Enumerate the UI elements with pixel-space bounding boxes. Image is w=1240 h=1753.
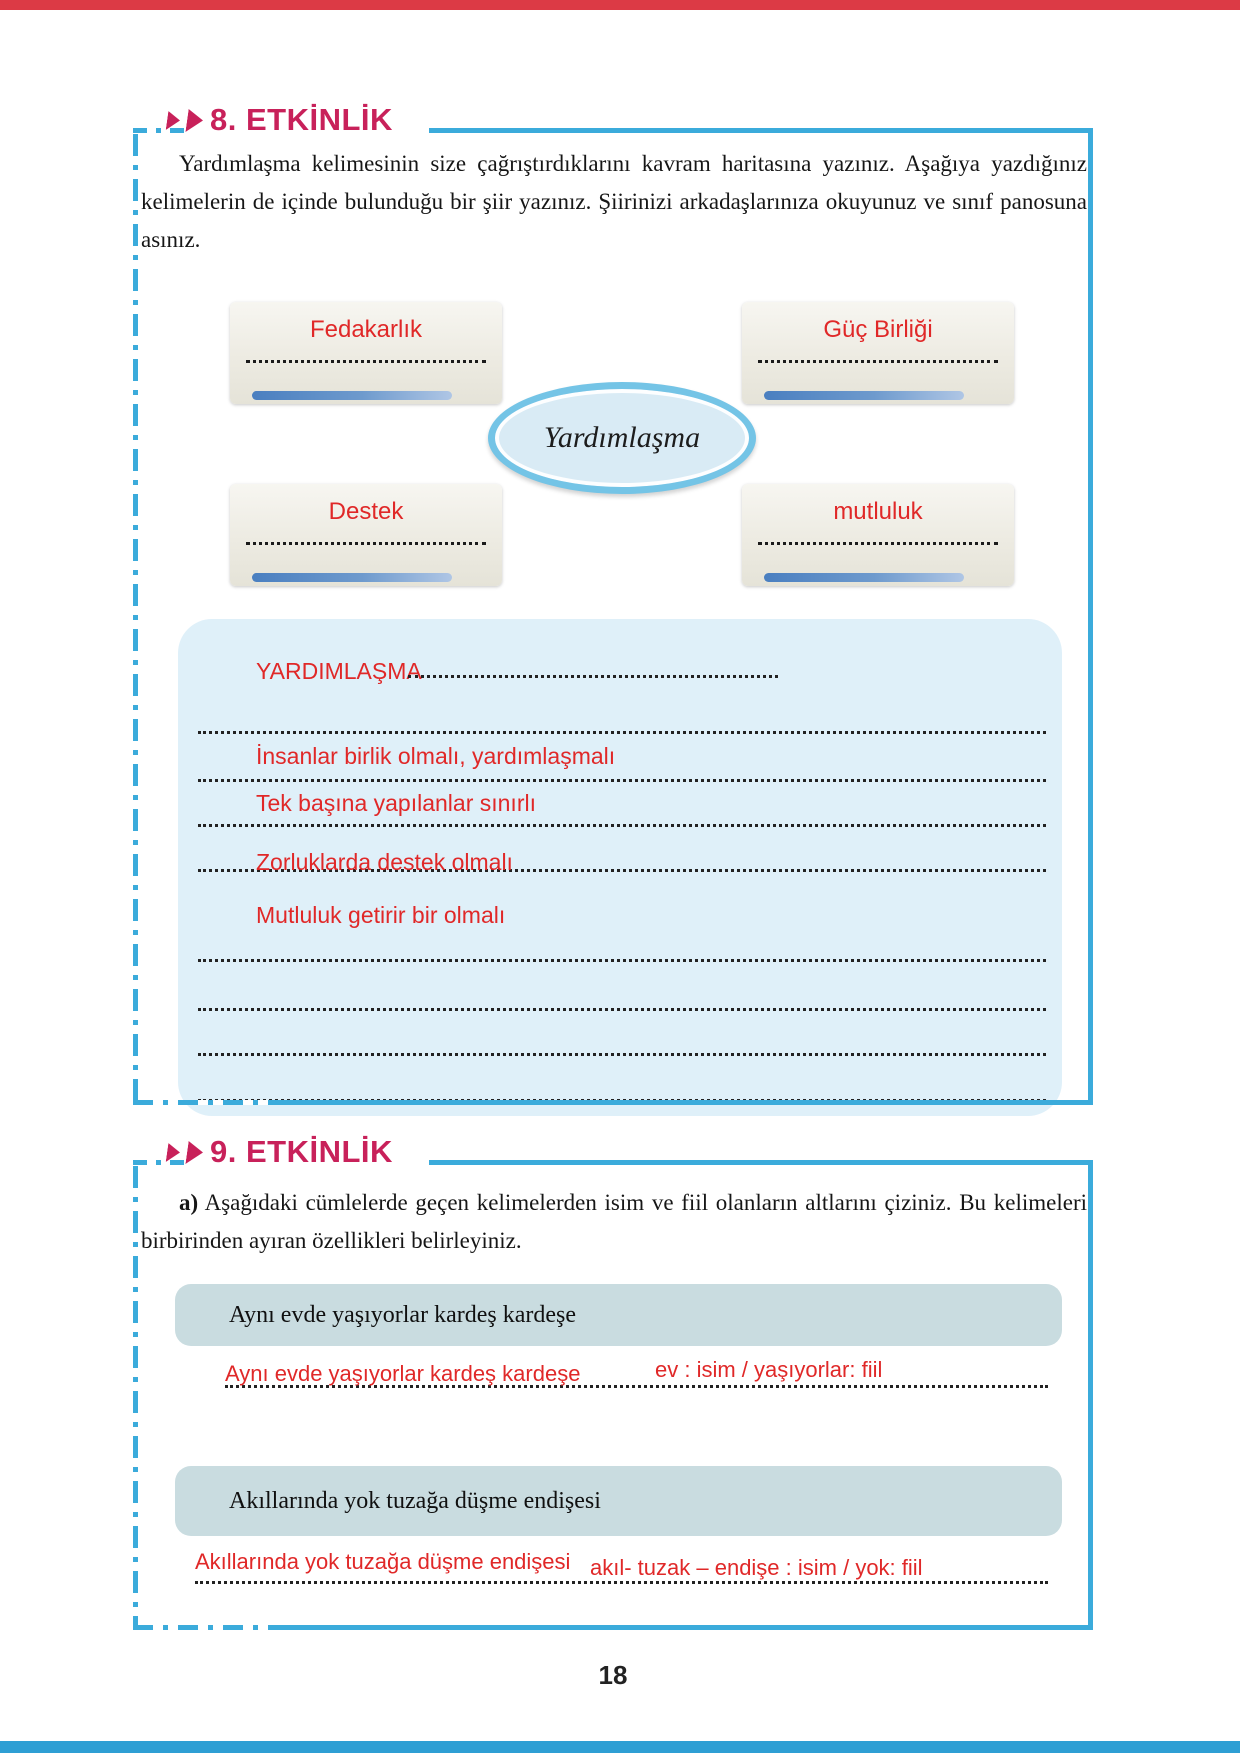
arrow-right-icon bbox=[185, 109, 204, 132]
poem-title: YARDIMLAŞMA bbox=[256, 658, 422, 684]
activity-8-intro: Yardımlaşma kelimesinin size çağrıştırdıklarını kavram haritasına yazınız. Aşağıya yazdığınız kelimelerin de içinde bulunduğu bir şiir yazınız. Şiirinizi arkadaşlarınıza okuyunuz ve sınıf panosuna asınız. bbox=[141, 151, 1087, 252]
page-number: 18 bbox=[598, 1660, 628, 1690]
poem-box bbox=[178, 619, 1062, 1116]
poem-line-row bbox=[198, 734, 1046, 782]
write-in-line bbox=[246, 357, 486, 363]
sentence-box bbox=[175, 1284, 1062, 1346]
accent-bar bbox=[764, 391, 964, 400]
write-in-line bbox=[246, 539, 486, 545]
poem-line-row bbox=[198, 872, 1046, 962]
section-border-bottom bbox=[133, 1100, 1093, 1105]
accent-bar bbox=[764, 573, 964, 582]
write-in-line bbox=[758, 539, 998, 545]
concept-node bbox=[742, 484, 1014, 586]
poem-line: Tek başına yapılanlar sınırlı bbox=[256, 789, 536, 816]
activity-8-section bbox=[133, 100, 1093, 1105]
sentence-text: Aynı evde yaşıyorlar kardeş kardeşe bbox=[229, 1301, 576, 1328]
concept-node-label: mutluluk bbox=[833, 498, 923, 525]
concept-node bbox=[230, 484, 502, 586]
answer-text: Akıllarında yok tuzağa düşme endişesi bbox=[195, 1549, 571, 1574]
answer-line bbox=[195, 1549, 1048, 1584]
arrow-right-icon bbox=[166, 111, 182, 130]
section-border-left bbox=[133, 1166, 138, 1630]
arrow-right-icon bbox=[185, 1141, 204, 1164]
sentence-box bbox=[175, 1466, 1062, 1536]
activity-9-heading bbox=[167, 1132, 393, 1172]
analysis-text: ev : isim / yaşıyorlar: fiil bbox=[655, 1357, 883, 1382]
write-in-line bbox=[408, 675, 778, 678]
concept-map bbox=[133, 282, 1093, 604]
instruction-text: Aşağıdaki cümlelerde geçen kelimelerden isim ve fiil olanların altlarını çiziniz. Bu kelimeleri birbirinden ayıran özellikleri belirleyiniz. bbox=[141, 1190, 1087, 1253]
poem-line: Zorluklarda destek olmalı bbox=[256, 849, 513, 875]
poem-line-row bbox=[198, 827, 1046, 875]
write-in-line bbox=[198, 962, 1046, 1011]
bottom-accent-bar bbox=[0, 1741, 1240, 1753]
analysis-text: akıl- tuzak – endişe : isim / yok: fiil bbox=[590, 1555, 923, 1580]
activity-8-heading bbox=[167, 100, 393, 140]
section-border-top bbox=[429, 128, 1093, 133]
instruction-label: a) bbox=[179, 1190, 199, 1215]
activity-9-section bbox=[133, 1132, 1093, 1630]
write-in-line bbox=[198, 1011, 1046, 1056]
page-content bbox=[133, 0, 1093, 1691]
activity-9-title: 9. ETKİNLİK bbox=[210, 1134, 393, 1169]
answer-text: Aynı evde yaşıyorlar kardeş kardeşe bbox=[225, 1361, 581, 1386]
section-border-top bbox=[429, 1160, 1093, 1165]
activity-8-title: 8. ETKİNLİK bbox=[210, 102, 393, 137]
section-border-right bbox=[1088, 1162, 1093, 1630]
concept-node bbox=[742, 302, 1014, 404]
write-in-line bbox=[198, 1056, 1046, 1102]
section-border-left bbox=[133, 134, 138, 1105]
concept-node bbox=[230, 302, 502, 404]
accent-bar bbox=[252, 391, 452, 400]
concept-node-label: Güç Birliği bbox=[823, 316, 933, 343]
concept-center: Yardımlaşma bbox=[488, 382, 756, 494]
poem-line-row bbox=[198, 782, 1046, 827]
section-border-bottom bbox=[133, 1625, 1093, 1630]
write-in-line bbox=[758, 357, 998, 363]
poem-line: Mutluluk getirir bir olmalı bbox=[256, 902, 506, 928]
poem-line: İnsanlar birlik olmalı, yardımlaşmalı bbox=[256, 743, 616, 769]
concept-node-label: Destek bbox=[328, 498, 404, 525]
arrow-right-icon bbox=[166, 1143, 182, 1162]
answer-line bbox=[225, 1356, 1048, 1388]
concept-node-label: Fedakarlık bbox=[309, 316, 423, 343]
section-border-right bbox=[1088, 130, 1093, 1105]
poem-title-row bbox=[198, 619, 1046, 687]
write-in-line bbox=[198, 687, 1046, 734]
sentence-text: Akıllarında yok tuzağa düşme endişesi bbox=[229, 1487, 601, 1514]
accent-bar bbox=[252, 573, 452, 582]
